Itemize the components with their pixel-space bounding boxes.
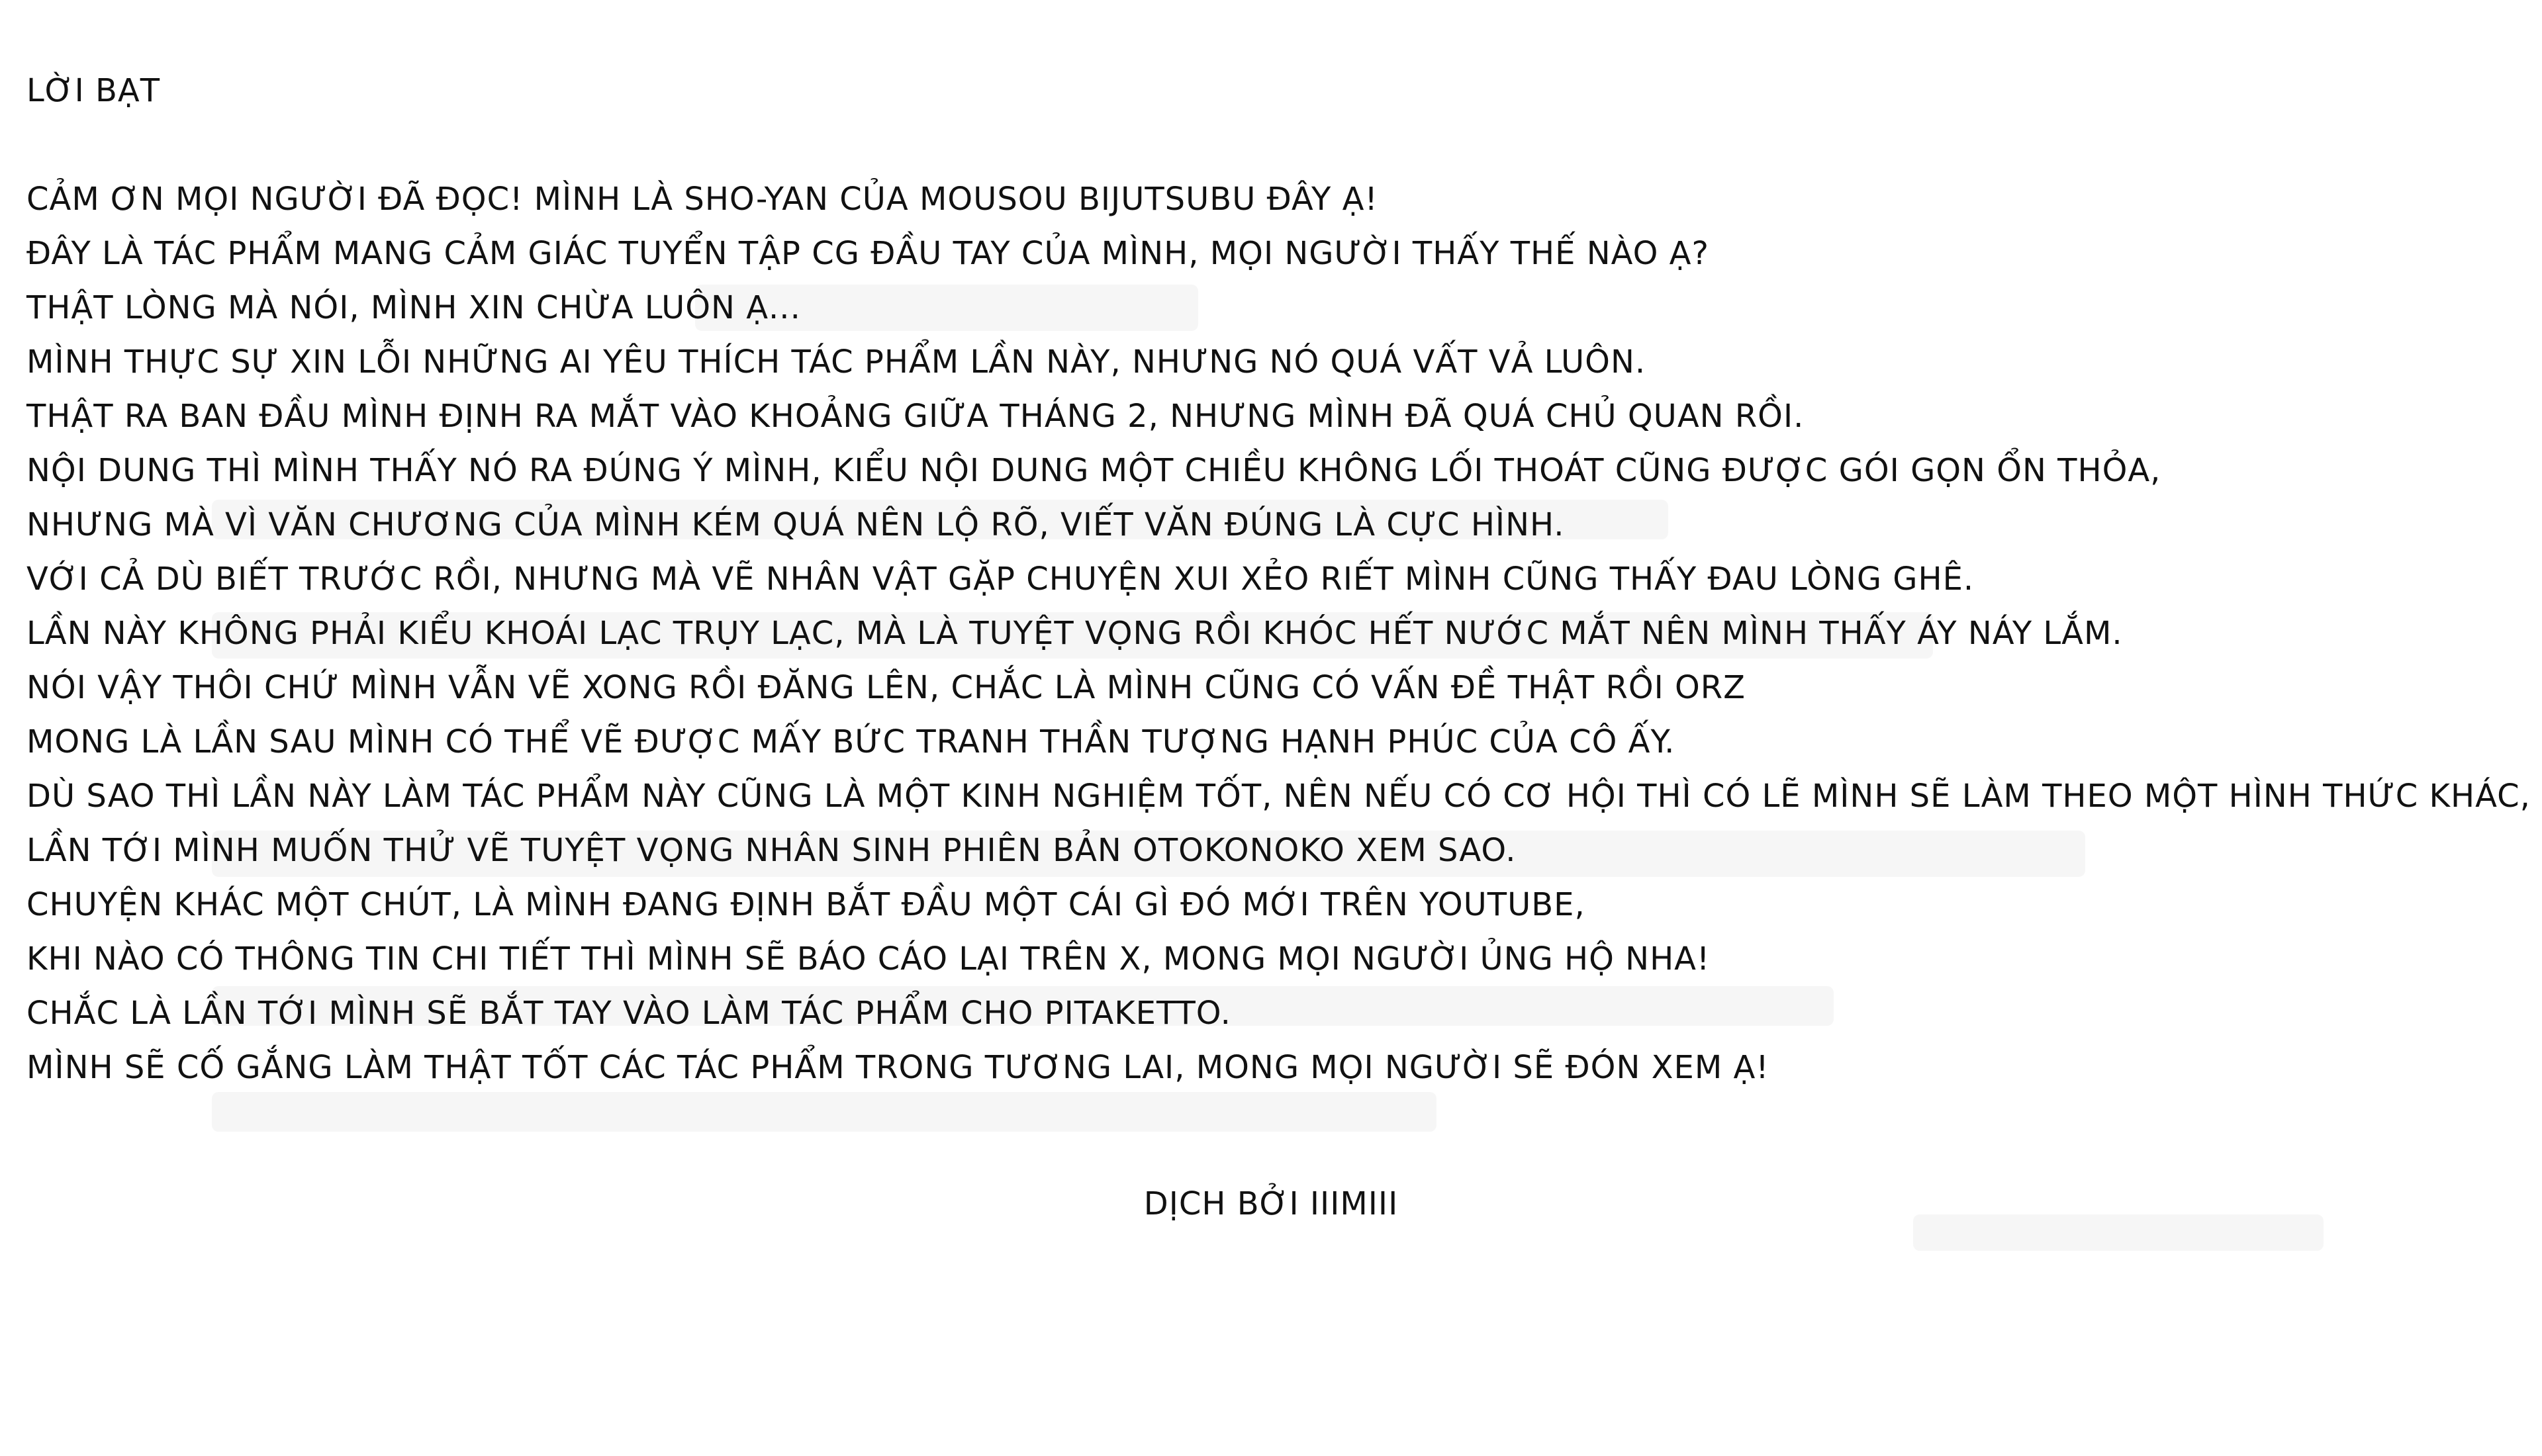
faded-original-text	[212, 1092, 1436, 1132]
translation-credit: DỊCH BỞI IIIMIII	[1143, 1185, 1399, 1222]
text-line: NHƯNG MÀ VÌ VĂN CHƯƠNG CỦA MÌNH KÉM QUÁ NÊN LỘ RÕ, VIẾT VĂN ĐÚNG LÀ CỰC HÌNH.	[26, 506, 1565, 543]
text-line: KHI NÀO CÓ THÔNG TIN CHI TIẾT THÌ MÌNH SẼ BÁO CÁO LẠI TRÊN X, MONG MỌI NGƯỜI ỦNG HỘ NHA!	[26, 940, 1711, 978]
text-line: MONG LÀ LẦN SAU MÌNH CÓ THỂ VẼ ĐƯỢC MẤY BỨC TRANH THẦN TƯỢNG HẠNH PHÚC CỦA CÔ ẤY.	[26, 723, 1675, 760]
text-line: NỘI DUNG THÌ MÌNH THẤY NÓ RA ĐÚNG Ý MÌNH, KIỂU NỘI DUNG MỘT CHIỀU KHÔNG LỐI THOÁT CŨNG ĐƯỢC GÓI GỌN ỔN THỎA,	[26, 452, 2161, 489]
text-line: THẬT LÒNG MÀ NÓI, MÌNH XIN CHỪA LUÔN Ạ...	[26, 289, 801, 326]
text-line: CẢM ƠN MỌI NGƯỜI ĐÃ ĐỌC! MÌNH LÀ SHO-YAN CỦA MOUSOU BIJUTSUBU ĐÂY Ạ!	[26, 181, 1378, 218]
text-line: NÓI VẬY THÔI CHỨ MÌNH VẪN VẼ XONG RỒI ĐĂNG LÊN, CHẮC LÀ MÌNH CŨNG CÓ VẤN ĐỀ THẬT RỒI ORZ	[26, 669, 1746, 706]
text-line: MÌNH SẼ CỐ GẮNG LÀM THẬT TỐT CÁC TÁC PHẨM TRONG TƯƠNG LAI, MONG MỌI NGƯỜI SẼ ĐÓN XEM Ạ!	[26, 1049, 1769, 1086]
text-line: LẦN NÀY KHÔNG PHẢI KIỂU KHOÁI LẠC TRỤY LẠC, MÀ LÀ TUYỆT VỌNG RỒI KHÓC HẾT NƯỚC MẮT NÊN MÌNH THẤY ÁY NÁY LẮM.	[26, 615, 2123, 652]
text-line: LẦN TỚI MÌNH MUỐN THỬ VẼ TUYỆT VỌNG NHÂN SINH PHIÊN BẢN OTOKONOKO XEM SAO.	[26, 832, 1517, 869]
text-line: MÌNH THỰC SỰ XIN LỖI NHỮNG AI YÊU THÍCH TÁC PHẨM LẦN NÀY, NHƯNG NÓ QUÁ VẤT VẢ LUÔN.	[26, 343, 1646, 381]
afterword-text	[26, 64, 2531, 1095]
text-line: THẬT RA BAN ĐẦU MÌNH ĐỊNH RA MẮT VÀO KHOẢNG GIỮA THÁNG 2, NHƯNG MÌNH ĐÃ QUÁ CHỦ QUAN RỒI.	[26, 398, 1805, 435]
page-title: LỜI BẠT	[26, 72, 161, 109]
text-line: CHẮC LÀ LẦN TỚI MÌNH SẼ BẮT TAY VÀO LÀM TÁC PHẨM CHO PITAKETTO.	[26, 995, 1231, 1032]
text-line: DÙ SAO THÌ LẦN NÀY LÀM TÁC PHẨM NÀY CŨNG LÀ MỘT KINH NGHIỆM TỐT, NÊN NẾU CÓ CƠ HỘI THÌ CÓ LẼ MÌNH SẼ LÀM THEO MỘT HÌNH THỨC KHÁC,	[26, 778, 2531, 815]
text-line: ĐÂY LÀ TÁC PHẨM MANG CẢM GIÁC TUYỂN TẬP CG ĐẦU TAY CỦA MÌNH, MỌI NGƯỜI THẤY THẾ NÀO Ạ?	[26, 235, 1709, 272]
text-line: VỚI CẢ DÙ BIẾT TRƯỚC RỒI, NHƯNG MÀ VẼ NHÂN VẬT GẶP CHUYỆN XUI XẺO RIẾT MÌNH CŨNG THẤY ĐAU LÒNG GHÊ.	[26, 561, 1975, 598]
text-line: CHUYỆN KHÁC MỘT CHÚT, LÀ MÌNH ĐANG ĐỊNH BẮT ĐẦU MỘT CÁI GÌ ĐÓ MỚI TRÊN YOUTUBE,	[26, 886, 1585, 923]
